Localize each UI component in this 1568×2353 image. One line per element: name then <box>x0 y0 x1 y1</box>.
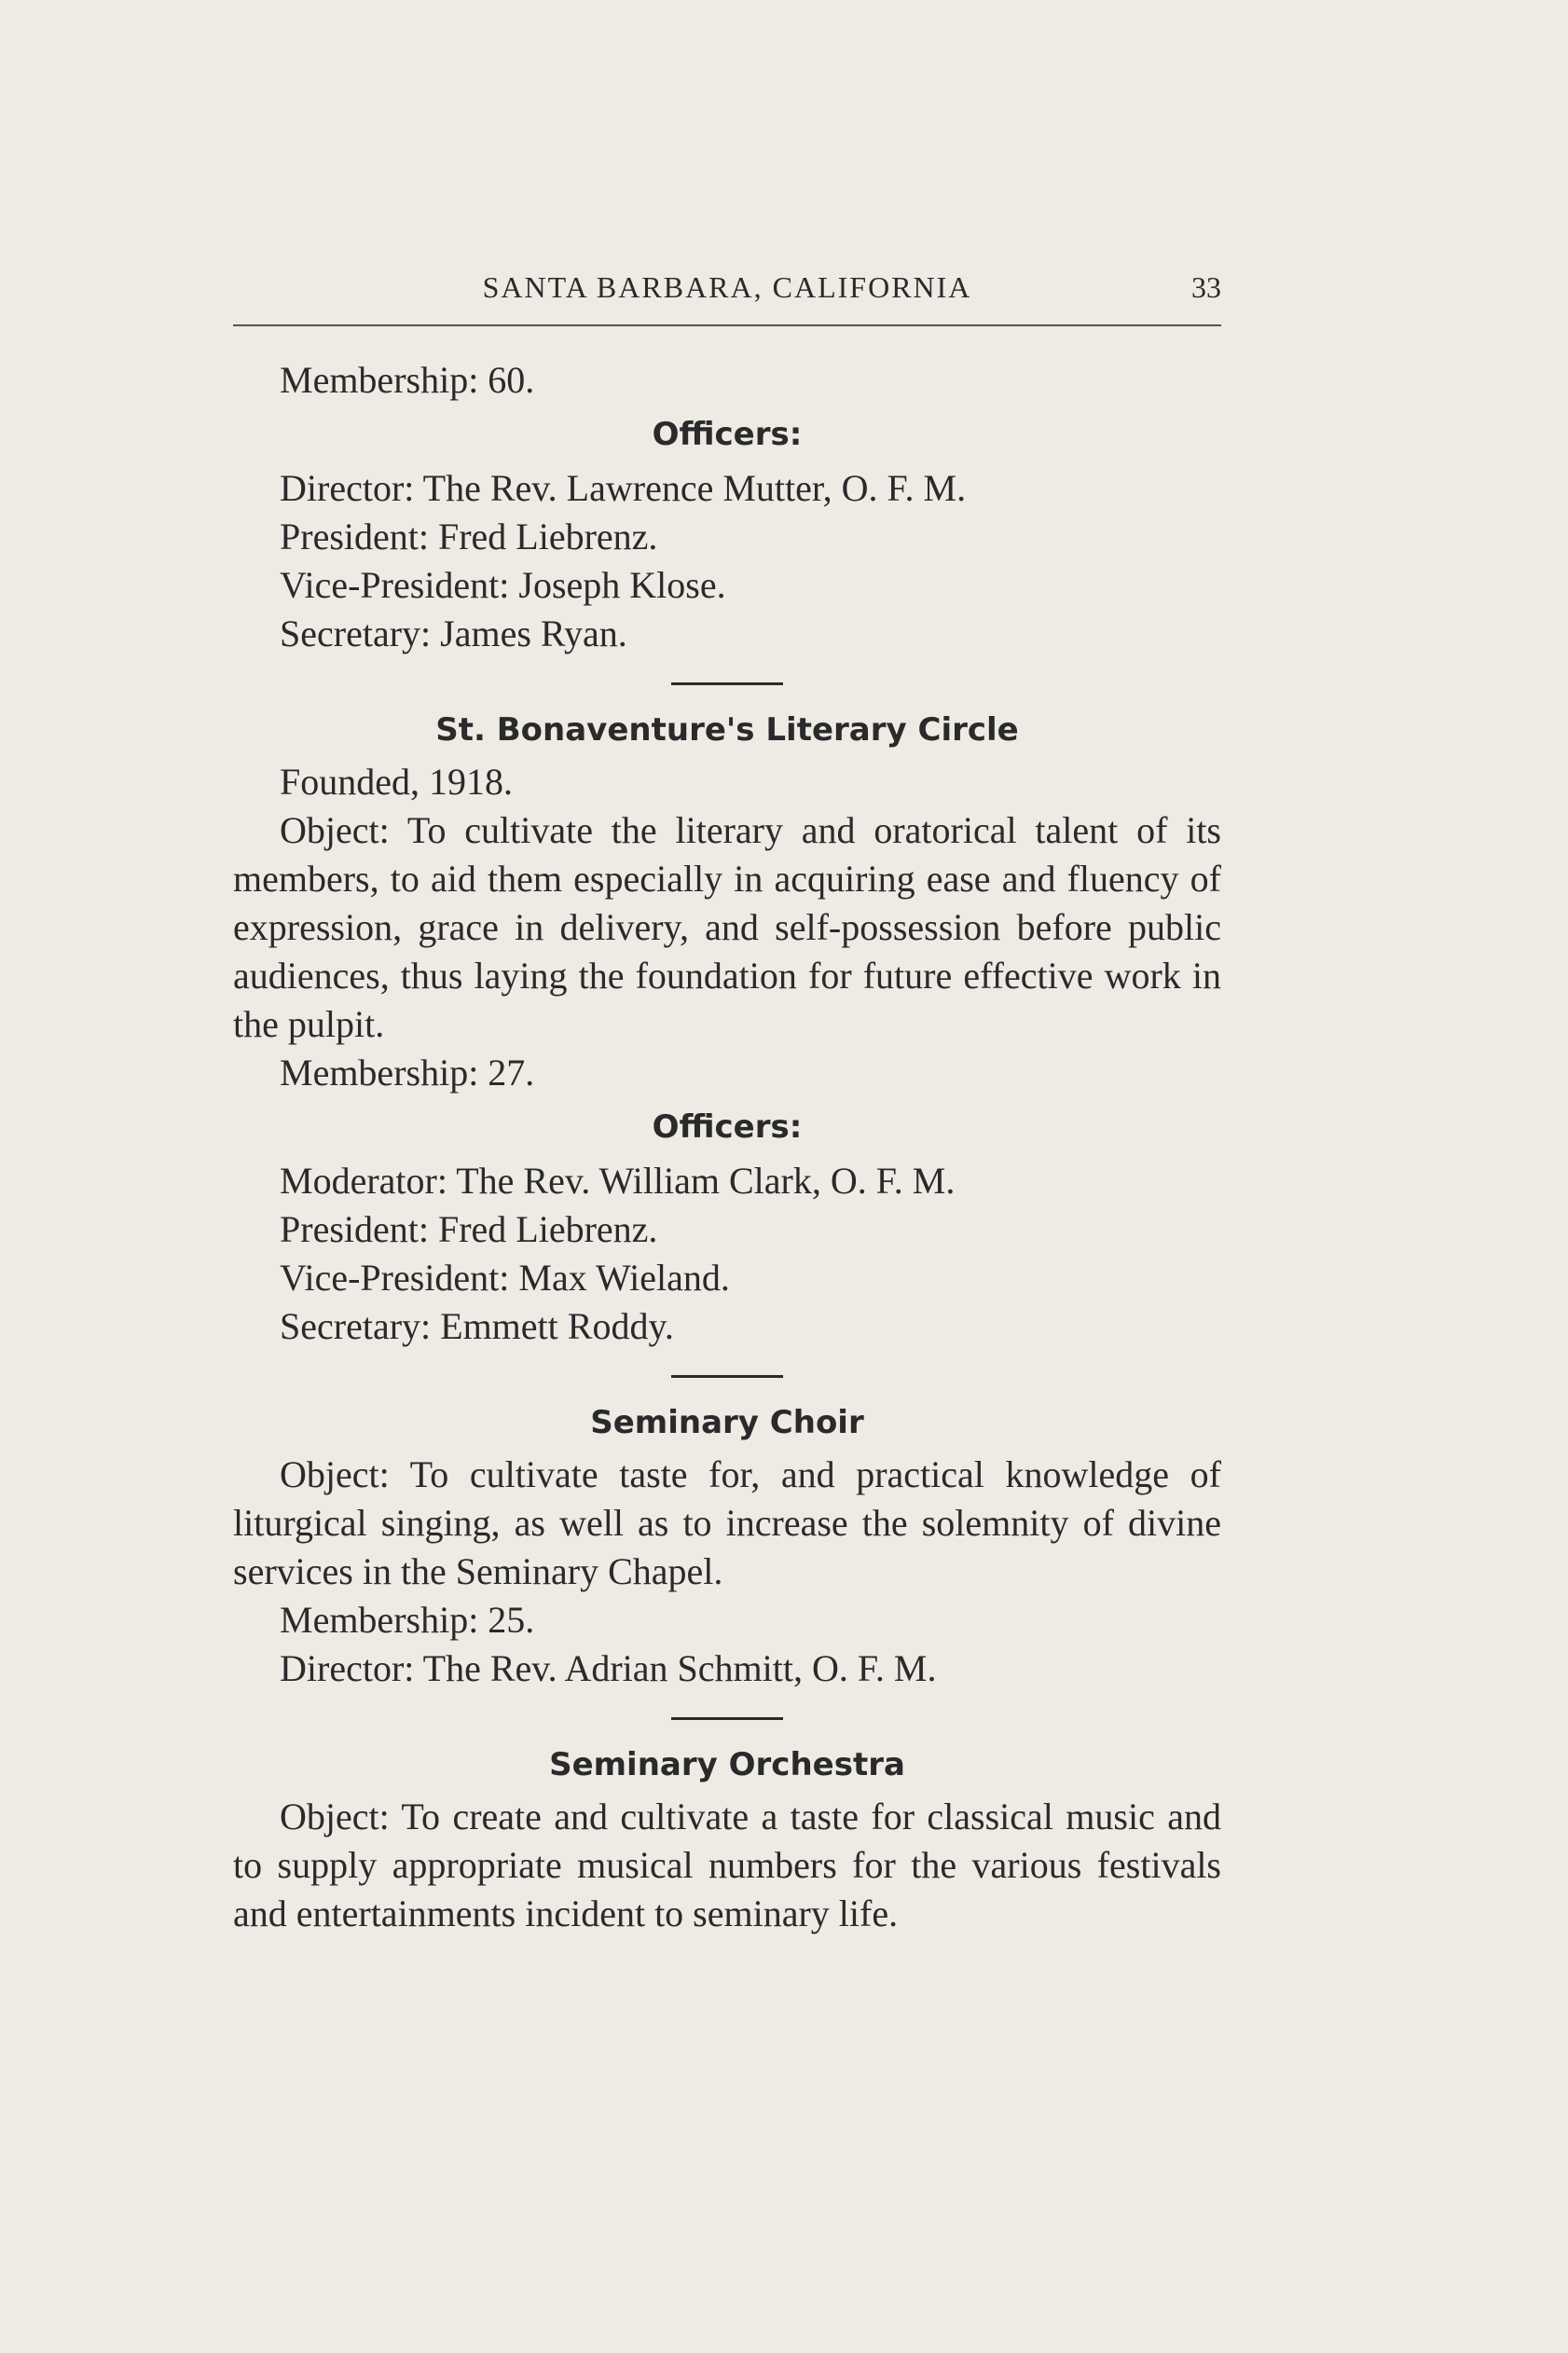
officer-line: Secretary: James Ryan. <box>280 612 627 654</box>
page-number: 33 <box>1191 270 1221 304</box>
officers-heading: Officers: <box>652 416 803 453</box>
object-paragraph: Object: To cultivate the literary and oratorical talent of its members, to aid them especially in acquiring ease and fluency of expression, grace in delivery, and self-possession before public audiences, thus laying the foundation for future effective work in the pulpit. <box>233 809 1221 1045</box>
running-head <box>233 270 1221 311</box>
officer-line: Moderator: The Rev. William Clark, O. F. M. <box>280 1160 956 1202</box>
officer-line: Vice-President: Max Wieland. <box>280 1257 730 1299</box>
section-divider <box>671 682 783 685</box>
object-paragraph: Object: To create and cultivate a taste for classical music and to supply appropriate musical numbers for the various festivals and entertainments incident to seminary life. <box>233 1796 1221 1934</box>
running-title: SANTA BARBARA, CALIFORNIA <box>482 270 972 304</box>
membership-line: Membership: 25. <box>280 1599 535 1641</box>
officer-line: Vice-President: Joseph Klose. <box>280 564 726 606</box>
membership-line: Membership: 27. <box>280 1052 535 1094</box>
page-content <box>233 356 1221 1938</box>
section-divider <box>671 1375 783 1378</box>
section-title-seminary-orchestra: Seminary Orchestra <box>549 1746 905 1783</box>
founded-line: Founded, 1918. <box>280 761 513 803</box>
section-title-literary-circle: St. Bonaventure's Literary Circle <box>435 711 1019 749</box>
membership-line: Membership: 60. <box>280 359 535 401</box>
section-divider <box>671 1717 783 1720</box>
officer-line: President: Fred Liebrenz. <box>280 1208 658 1250</box>
officer-line: President: Fred Liebrenz. <box>280 516 658 557</box>
officers-heading: Officers: <box>652 1108 803 1146</box>
header-rule <box>233 324 1221 326</box>
director-line: Director: The Rev. Adrian Schmitt, O. F. M. <box>280 1647 937 1689</box>
officer-line: Secretary: Emmett Roddy. <box>280 1305 674 1347</box>
officer-line: Director: The Rev. Lawrence Mutter, O. F. M. <box>280 467 967 509</box>
object-paragraph: Object: To cultivate taste for, and practical knowledge of liturgical singing, as well as to increase the solemnity of divine services in the Seminary Chapel. <box>233 1453 1221 1592</box>
section-title-seminary-choir: Seminary Choir <box>590 1404 864 1441</box>
